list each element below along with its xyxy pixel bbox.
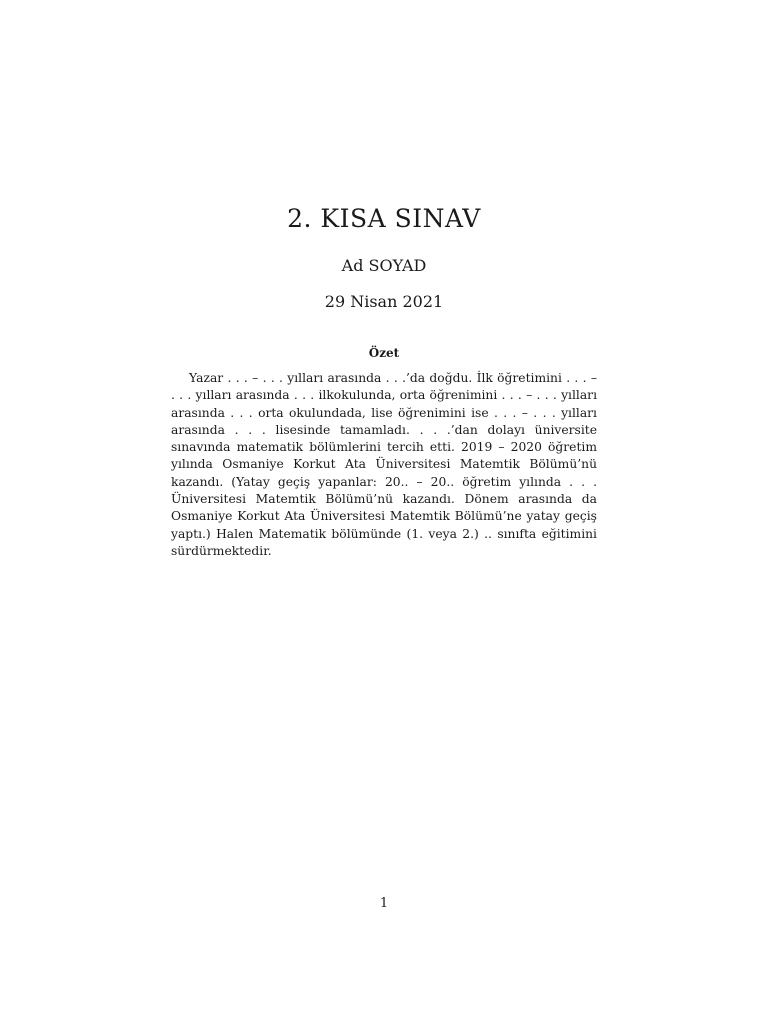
abstract-heading: Özet	[368, 346, 400, 360]
page-number: 1	[379, 896, 389, 911]
page-title: 2. KISA SINAV	[287, 204, 481, 233]
document-date: 29 Nisan 2021	[324, 292, 444, 311]
abstract-body: Yazar . . . – . . . yılları arasında . . .’da doğdu. İlk öğretimini . . . – . . . yılları arasında . . . ilkokulunda, orta öğrenimini . . . – . . . yılları arasında . . . orta okulundada, lise öğrenimini ise . . . – . . . yılları arasında . . . lisesinde tamamladı. . . .’dan dolayı üniversite sınavında matematik bölümlerini tercih etti. 2019 – 2020 öğretim yılında Osmaniye Korkut Ata Üniversitesi Matemtik Bölümü’nü kazandı. (Yatay geçiş yapanlar: 20.. – 20.. öğretim yılında . . . Üniversitesi Matemtik Bölümü’nü kazandı. Dönem arasında da Osmaniye Korkut Ata Üniversitesi Matemtik Bölümü’ne yatay geçiş yaptı.) Halen Matematik bölümünde (1. veya 2.) .. sınıfta eğitimini sürdürmektedir.	[171, 371, 597, 558]
author-name: Ad SOYAD	[341, 256, 427, 275]
